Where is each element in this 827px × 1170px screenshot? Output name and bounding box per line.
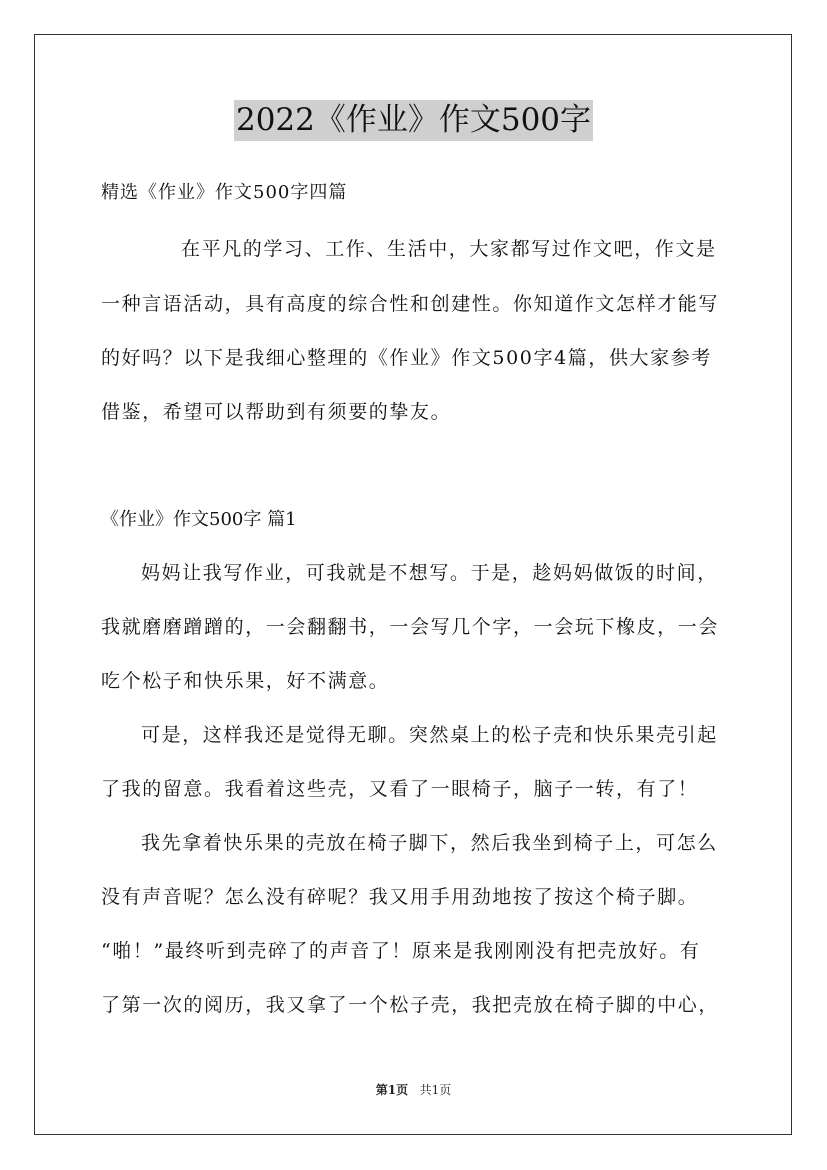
body-line: “啪！”最终听到壳碎了的声音了！原来是我刚刚没有把壳放好。有 [101,940,701,962]
intro-line: 的好吗？以下是我细心整理的《作业》作文500字4篇，供大家参考 [101,347,712,369]
body-line: 没有声音呢？怎么没有碎呢？我又用手用劲地按了按这个椅子脚。 [101,886,699,908]
page-footer [0,1082,827,1098]
body-line: 我先拿着快乐果的壳放在椅子脚下，然后我坐到椅子上，可怎么 [141,832,718,854]
title-container [0,100,827,141]
document-subtitle: 精选《作业》作文500字四篇 [101,182,348,203]
body-line: 可是，这样我还是觉得无聊。突然桌上的松子壳和快乐果壳引起 [141,724,718,746]
page-number: 第1页 [375,1083,409,1097]
intro-line: 借鉴，希望可以帮助到有须要的挚友。 [101,401,452,423]
intro-line: 一种言语活动，具有高度的综合性和创建性。你知道作文怎样才能写 [101,293,720,315]
body-line: 妈妈让我写作业，可我就是不想写。于是，趁妈妈做饭的时间， [141,562,718,584]
body-line: 了我的留意。我看着这些壳，又看了一眼椅子，脑子一转，有了！ [101,778,699,800]
total-pages: 共1页 [419,1083,452,1097]
intro-line: 在平凡的学习、工作、生活中，大家都写过作文吧，作文是 [181,238,717,260]
body-line: 了第一次的阅历，我又拿了一个松子壳，我把壳放在椅子脚的中心， [101,994,720,1016]
body-line: 我就磨磨蹭蹭的，一会翻翻书，一会写几个字，一会玩下橡皮，一会 [101,616,720,638]
document-title: 2022《作业》作文500字 [234,100,593,141]
body-line: 吃个松子和快乐果，好不满意。 [101,670,390,692]
section-heading: 《作业》作文500字 篇1 [101,509,297,530]
